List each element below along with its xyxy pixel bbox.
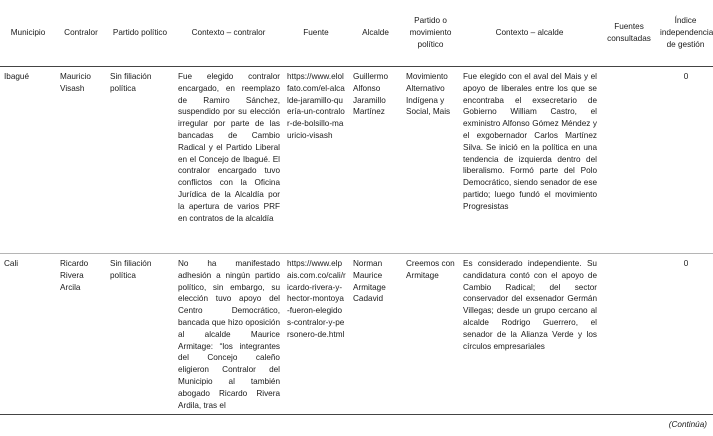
cell-contexto-alcalde: Fue elegido con el aval del Mais y el apoyo de liberales entre los que se encontraba el exsecretario de Gobierno William Castro, el exministro Alfonso Gómez Méndez y el exgobernador Carlos Martínez Silva. Se inició en la política en una tendencia de izquierda dentro del liberalismo. Formó parte del Polo Democrático, siendo senador de ese partido; luego fundó el movimiento Progresistas: [463, 72, 597, 211]
continua-text: (Continúa): [668, 420, 707, 429]
cell-contralor: Ricardo Rivera Arcila: [56, 254, 106, 415]
header-municipio: Municipio: [0, 0, 56, 67]
cell-fuentes-consultadas: [600, 254, 658, 415]
cell-fuente-link[interactable]: https://www.elolfato.com/el-alcalde-jaramillo-quería-un-contralor-de-bolsillo-mauricio-visash: [287, 72, 345, 140]
table-row: [0, 67, 713, 254]
cell-alcalde: Guillermo Alfonso Jaramillo Martínez: [353, 72, 389, 117]
header-contexto-alcalde: Contexto – alcalde: [459, 0, 600, 67]
cell-municipio: Cali: [0, 254, 56, 415]
header-contralor: Contralor: [56, 0, 106, 67]
cell-partido-alcalde: Creemos con Armitage: [402, 254, 459, 415]
cell-contexto-contralor: No ha manifestado adhesión a ningún partido político, sin embargo, su elección tuvo apoyo del Centro Democrático, bancada que hizo oposición al alcalde Maurice Armitage: “los integrantes del Concejo caleño eligieron Contralor del Municipio al también abogado Ricardo Rivera Ardila, tras el: [174, 254, 283, 415]
cell-partido: Sin filiación política: [106, 254, 174, 415]
header-row: [0, 0, 713, 67]
cell-alcalde: Norman Maurice Armitage Cadavid: [349, 254, 402, 415]
cell-contexto-alcalde: Es considerado independiente. Su candidatura contó con el apoyo de Cambio Radical; del sector conservador del exsenador Germán Villegas; desde un grupo cercano al alcalde Rodrigo Guerrero, el senador de la Alianza Verde y los círculos empresariales: [459, 254, 600, 415]
header-contexto-contralor: Contexto – contralor: [174, 0, 283, 67]
cell-partido-alcalde: Movimiento Alternativo Indígena y Social, Mais: [406, 72, 451, 117]
cell-municipio: Ibagué: [4, 72, 30, 81]
cell-partido: Sin filiación política: [110, 72, 152, 93]
continua-note: [669, 420, 707, 429]
table-row: [0, 254, 713, 415]
cell-contexto-contralor: Fue elegido contralor encargado, en reemplazo de Ramiro Sánchez, suspendido por su elección irregular por parte de las bancadas de Cambio Radical y el Partido Liberal en el Concejo de Ibagué. El contralor encargado tuvo conflictos con la Oficina Jurídica de la Alcaldía por la apertura de varios PRF en contratos de la alcaldía: [178, 72, 280, 223]
cell-indice: 0: [658, 254, 713, 415]
cell-fuentes-consultadas: [600, 67, 658, 254]
header-partido-politico: Partido político: [106, 0, 174, 67]
header-fuentes-consultadas: Fuentes consultadas: [600, 0, 658, 67]
header-alcalde: Alcalde: [349, 0, 402, 67]
header-fuente: Fuente: [283, 0, 349, 67]
cell-indice: 0: [683, 72, 689, 81]
header-indice-independencia: Índice independencia de gestión: [658, 0, 713, 67]
cell-fuente-link[interactable]: https://www.elpais.com.co/cali/ricardo-rivera-y-hector-montoya-fueron-elegidos-contralor-y-personero-de.html: [283, 254, 349, 415]
cell-contralor: Mauricio Visash: [60, 72, 91, 93]
header-partido-movimiento: Partido o movimiento político: [402, 0, 459, 67]
